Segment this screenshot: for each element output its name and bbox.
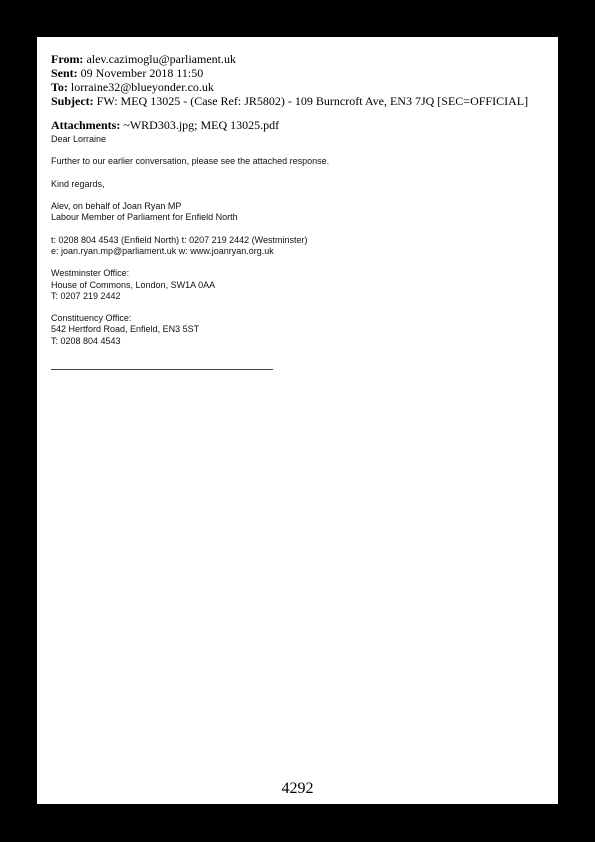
constituency-office xyxy=(51,313,551,347)
message-text: Further to our earlier conversation, please see the attached response. xyxy=(51,156,330,167)
sent-row xyxy=(51,66,551,80)
attachments-value: ~WRD303.jpg; MEQ 13025.pdf xyxy=(123,118,280,132)
email-header xyxy=(51,52,551,132)
westminster-heading: Westminster Office: xyxy=(51,268,130,279)
email-body xyxy=(51,134,551,358)
to-label: To: xyxy=(51,80,68,94)
sent-value: 09 November 2018 11:50 xyxy=(80,66,204,80)
to-row xyxy=(51,80,551,94)
from-value: alev.cazimoglu@parliament.uk xyxy=(86,52,236,66)
signature-role: Labour Member of Parliament for Enfield North xyxy=(51,212,238,223)
constituency-heading: Constituency Office: xyxy=(51,313,132,324)
greeting: Dear Lorraine xyxy=(51,134,107,144)
from-label: From: xyxy=(51,52,84,66)
westminster-address: House of Commons, London, SW1A 0AA xyxy=(51,279,216,290)
from-row xyxy=(51,52,551,66)
document-page xyxy=(37,37,558,804)
attachments-label: Attachments: xyxy=(51,118,121,132)
westminster-phone: T: 0207 219 2442 xyxy=(51,290,121,301)
contact-block xyxy=(51,235,551,257)
westminster-office xyxy=(51,268,551,302)
subject-value: FW: MEQ 13025 - (Case Ref: JR5802) - 109 Burncroft Ave, EN3 7JQ [SEC=OFFICIAL] xyxy=(96,94,529,108)
sent-label: Sent: xyxy=(51,66,78,80)
constituency-address: 542 Hertford Road, Enfield, EN3 5ST xyxy=(51,324,200,335)
attachments-row xyxy=(51,118,551,132)
constituency-phone: T: 0208 804 4543 xyxy=(51,335,121,346)
signature-name: Alev, on behalf of Joan Ryan MP xyxy=(51,201,182,212)
subject-row xyxy=(51,94,551,108)
subject-label: Subject: xyxy=(51,94,94,108)
signature-block xyxy=(51,201,551,223)
page-number: 4292 xyxy=(281,780,314,797)
signoff: Kind regards, xyxy=(51,178,105,189)
contact-web: e: joan.ryan.mp@parliament.uk w: www.joanryan.org.uk xyxy=(51,245,274,256)
contact-phone: t: 0208 804 4543 (Enfield North) t: 0207 219 2442 (Westminster) xyxy=(51,234,308,245)
signature-divider xyxy=(51,369,273,370)
to-value: lorraine32@blueyonder.co.uk xyxy=(70,80,214,94)
